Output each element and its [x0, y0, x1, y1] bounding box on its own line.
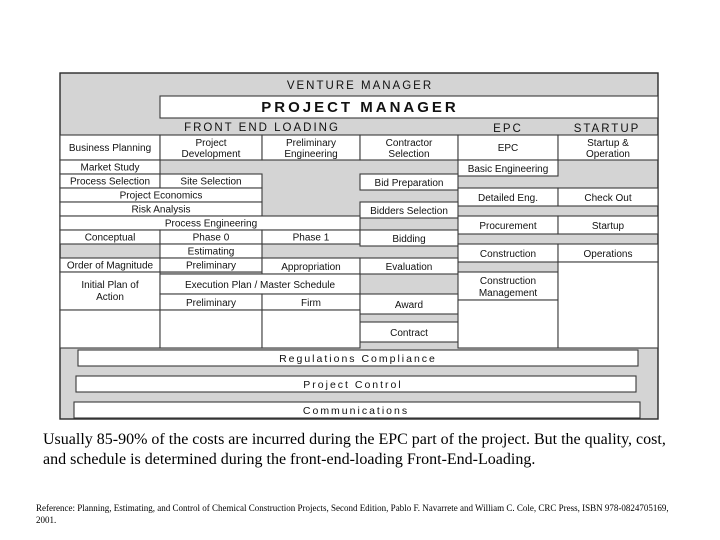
reference-text: Reference: Planning, Estimating, and Control of Chemical Construction Projects, Second Edition, Pablo F. Navarrete and William C. Cole, CRC Press, ISBN 978-0824705169, 2001.	[36, 503, 669, 525]
cell-procurement-label: Procurement	[479, 221, 537, 232]
cell-estimating-label: Estimating	[187, 246, 235, 258]
column-body-business	[60, 310, 160, 348]
cell-appropriation-label: Appropriation	[281, 262, 341, 273]
caption-text: Usually 85-90% of the costs are incurred during the EPC part of the project. But the quality, cost, and schedule is determined during the front-end-loading Front-End-Loading.	[43, 431, 666, 468]
header-startup-operation-label-1: Startup &	[587, 138, 629, 149]
header-epc-label: EPC	[497, 143, 519, 154]
header-preliminary-engineering-label-1: Preliminary	[285, 138, 337, 149]
phase-startup: STARTUP	[573, 123, 641, 135]
venture-manager-label: VENTURE MANAGER	[286, 80, 434, 92]
bar-communications-label: Communications	[302, 405, 410, 417]
cell-market-study-label: Market Study	[80, 162, 140, 174]
cell-preliminary-label: Preliminary	[185, 260, 237, 272]
cell-order-of-magnitude-label: Order of Magnitude	[66, 260, 154, 272]
cell-construction-management-label-2: Management	[478, 288, 538, 299]
header-contractor-selection-label-2: Selection	[388, 149, 430, 160]
bar-project-control-label: Project Control	[303, 379, 403, 391]
cell-detailed-eng-label: Detailed Eng.	[477, 193, 539, 204]
bar-regulations-label: Regulations Compliance	[279, 353, 437, 365]
cell-project-economics-label: Project Economics	[119, 190, 203, 202]
header-project-development-label-2: Development	[181, 149, 241, 160]
cell-initial-plan-of-action	[60, 272, 160, 310]
cell-construction-management-label-1: Construction	[479, 276, 537, 287]
header-business-planning-label: Business Planning	[68, 143, 152, 154]
cell-basic-engineering-label: Basic Engineering	[467, 164, 549, 175]
cell-construction-label: Construction	[479, 249, 537, 260]
cell-execution-plan-label: Execution Plan / Master Schedule	[184, 280, 336, 291]
cell-bid-preparation-label: Bid Preparation	[374, 178, 444, 189]
cell-phase-1-label: Phase 1	[292, 232, 330, 244]
phase-front-end-loading: FRONT END LOADING	[184, 122, 340, 134]
column-body-epc	[458, 300, 558, 348]
cell-startup-label: Startup	[591, 221, 625, 232]
column-body-development	[160, 310, 262, 348]
header-project-development-label-1: Project	[195, 138, 227, 149]
cell-initial-plan-label-1: Initial Plan of	[81, 280, 139, 291]
cell-check-out-label: Check Out	[584, 193, 632, 204]
cell-conceptual-label: Conceptual	[84, 232, 136, 244]
cell-process-engineering-label: Process Engineering	[164, 218, 258, 230]
cell-bidding-label: Bidding	[392, 234, 426, 245]
cell-initial-plan-label-2: Action	[96, 292, 124, 303]
cell-phase-0-label: Phase 0	[192, 232, 230, 244]
header-preliminary-engineering-label-2: Engineering	[284, 149, 338, 160]
cell-site-selection-label: Site Selection	[180, 176, 242, 188]
project-manager-label: PROJECT MANAGER	[261, 99, 459, 116]
cell-contract-label: Contract	[390, 328, 428, 339]
header-startup-operation-label-2: Operation	[586, 149, 630, 160]
cell-evaluation-label: Evaluation	[385, 262, 433, 273]
header-contractor-selection-label-1: Contractor	[385, 138, 433, 149]
cell-preliminary-schedule-label: Preliminary	[185, 298, 237, 309]
cell-risk-analysis-label: Risk Analysis	[131, 204, 191, 216]
cell-bidders-selection-label: Bidders Selection	[370, 206, 448, 217]
cell-process-selection-label: Process Selection	[69, 176, 151, 188]
cell-award-label: Award	[394, 300, 424, 311]
cell-operations-label: Operations	[583, 249, 633, 260]
column-body-startup	[558, 262, 658, 348]
cell-firm-label: Firm	[301, 298, 321, 309]
column-body-engineering	[262, 310, 360, 348]
phase-epc: EPC	[493, 123, 523, 135]
